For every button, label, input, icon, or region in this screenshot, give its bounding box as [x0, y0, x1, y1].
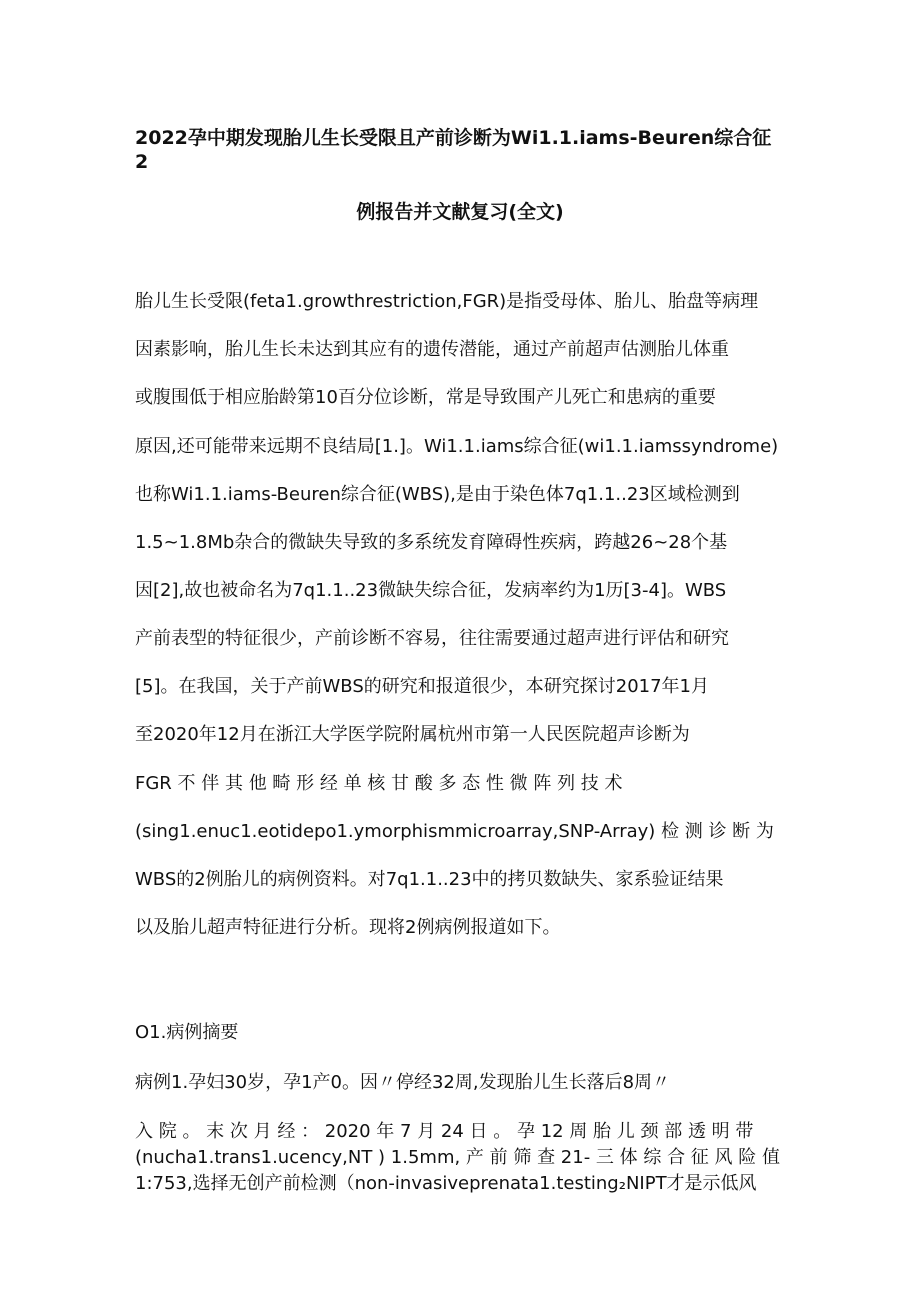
title-line-2: 2: [135, 151, 149, 173]
paragraph-line: (sing1.enuc1.eotidepo1.ymorphismmicroarray,SNP-Array) 检 测 诊 断 为: [135, 821, 774, 842]
paragraph-line: FGR 不 伴 其 他 畸 形 经 单 核 甘 酸 多 态 性 微 阵 列 技 术: [135, 773, 623, 794]
section-heading: O1.病例摘要: [135, 1022, 239, 1043]
paragraph-line: 因[2],故也被命名为7q1.1..23微缺失综合征，发病率约为1历[3-4]。WBS: [135, 580, 727, 601]
paragraph-line: 也称Wi1.1.iams-Beuren综合征(WBS),是由于染色体7q1.1..23区域检测到: [135, 484, 740, 505]
paragraph-line: 以及胎儿超声特征进行分析。现将2例病例报道如下。: [135, 917, 561, 938]
paragraph-line: 入 院 。 末 次 月 经 ： 2020 年 7 月 24 日 。 孕 12 周 胎 儿 颈 部 透 明 带: [135, 1121, 754, 1142]
paragraph-line: [5]。在我国，关于产前WBS的研究和报道很少，本研究探讨2017年1月: [135, 676, 710, 697]
case-line: 病例1.孕妇30岁，孕1产0。因〃停经32周,发现胎儿生长落后8周〃: [135, 1072, 671, 1093]
title-line-3: 例报告并文献复习(全文): [356, 201, 564, 223]
paragraph-line: 原因,还可能带来远期不良结局[1.]。Wi1.1.iams综合征(wi1.1.iamssyndrome): [135, 436, 779, 457]
title-line-1: 2022孕中期发现胎儿生长受限且产前诊断为Wi1.1.iams-Beuren综合征: [135, 127, 772, 149]
paragraph-line: 产前表型的特征很少，产前诊断不容易，往往需要通过超声进行评估和研究: [135, 628, 729, 649]
paragraph-line: 1.5~1.8Mb杂合的微缺失导致的多系统发育障碍性疾病，跨越26~28个基: [135, 532, 728, 553]
paragraph-line: WBS的2例胎儿的病例资料。对7q1.1..23中的拷贝数缺失、家系验证结果: [135, 869, 724, 890]
paragraph-line: 因素影响，胎儿生长未达到其应有的遗传潜能，通过产前超声估测胎儿体重: [135, 339, 729, 360]
paragraph-line: 胎儿生长受限(feta1.growthrestriction,FGR)是指受母体、胎儿、胎盘等病理: [135, 291, 759, 312]
paragraph-line: (nucha1.trans1.ucency,NT ) 1.5mm, 产 前 筛 查 21- 三 体 综 合 征 风 险 值: [135, 1147, 780, 1168]
paragraph-line: 至2020年12月在浙江大学医学院附属杭州市第一人民医院超声诊断为: [135, 724, 690, 745]
paragraph-line: 1:753,选择无创产前检测（non-invasiveprenata1.testing₂NIPT才是示低风: [135, 1173, 757, 1194]
paragraph-line: 或腹围低于相应胎龄第10百分位诊断，常是导致围产儿死亡和患病的重要: [135, 387, 716, 408]
